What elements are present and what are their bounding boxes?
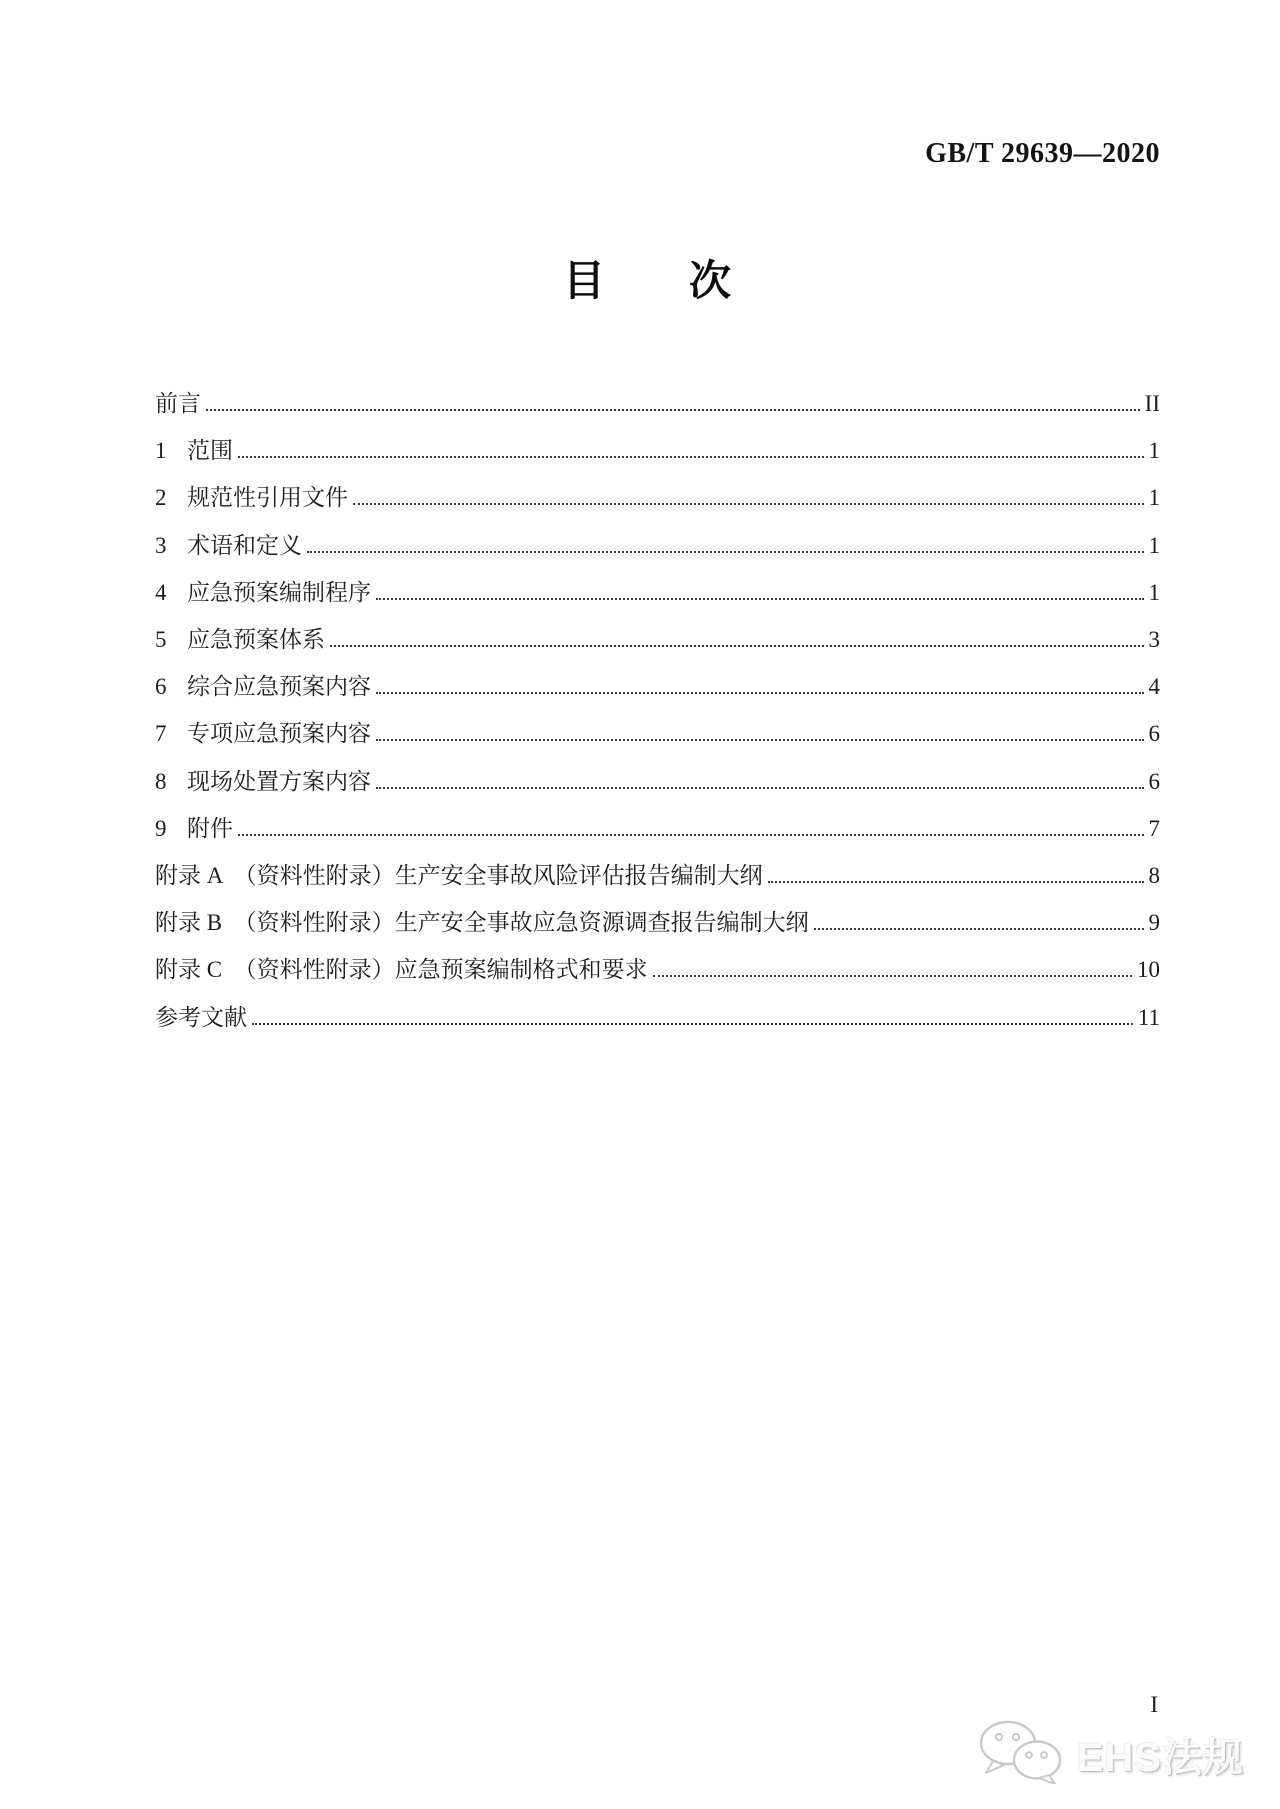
toc-item-label: 附录 B （资料性附录）生产安全事故应急资源调查报告编制大纲 <box>155 910 809 936</box>
toc-row <box>155 899 1160 946</box>
toc-row <box>155 946 1160 993</box>
toc-item-number: 2 <box>155 485 167 511</box>
toc-item-label: 附录 C （资料性附录）应急预案编制格式和要求 <box>155 957 648 983</box>
toc-page-number: 3 <box>1148 627 1160 653</box>
toc-item-label: 综合应急预案内容 <box>187 674 371 700</box>
toc-leader-dots <box>376 692 1144 694</box>
toc-item-number: 6 <box>155 674 167 700</box>
toc-item-number: 4 <box>155 579 167 605</box>
toc-item-label: 参考文献 <box>155 1004 247 1030</box>
toc-leader-dots <box>330 645 1144 647</box>
toc-leader-dots <box>252 1023 1133 1025</box>
toc-page-number: 10 <box>1137 957 1160 983</box>
toc-item-number: 3 <box>155 532 167 558</box>
toc-leader-dots <box>376 787 1144 789</box>
toc-page-number: 6 <box>1148 721 1160 747</box>
toc-leader-dots <box>376 739 1144 741</box>
toc-item-label: 附录 A （资料性附录）生产安全事故风险评估报告编制大纲 <box>155 863 763 889</box>
toc-leader-dots <box>206 409 1140 411</box>
toc-item-label: 应急预案体系 <box>187 627 325 653</box>
toc-item-label: 规范性引用文件 <box>187 485 348 511</box>
wechat-bubbles-icon <box>977 1720 1069 1789</box>
toc-row <box>155 710 1160 757</box>
toc-row <box>155 994 1160 1041</box>
toc-item-label: 应急预案编制程序 <box>187 579 371 605</box>
toc-item-label: 专项应急预案内容 <box>187 721 371 747</box>
toc-leader-dots <box>768 881 1144 883</box>
toc-item-label: 范围 <box>187 438 233 464</box>
toc-leader-dots <box>653 975 1132 977</box>
toc-row <box>155 380 1160 427</box>
toc-page-number: 11 <box>1137 1004 1160 1030</box>
toc-leader-dots <box>238 456 1144 458</box>
standard-number-header: GB/T 29639—2020 <box>925 138 1160 169</box>
toc-page-number: 9 <box>1148 910 1160 936</box>
toc-row <box>155 758 1160 805</box>
toc-leader-dots <box>353 503 1144 505</box>
toc-leader-dots <box>307 551 1144 553</box>
toc-item-label: 附件 <box>187 815 233 841</box>
toc-row <box>155 522 1160 569</box>
toc-item-number: 1 <box>155 438 167 464</box>
toc-page-number: 1 <box>1148 532 1160 558</box>
toc-page-number: II <box>1144 391 1160 416</box>
toc-row <box>155 805 1160 852</box>
toc-row <box>155 663 1160 710</box>
toc-item-label: 术语和定义 <box>187 532 302 558</box>
toc-row <box>155 569 1160 616</box>
toc-row <box>155 852 1160 899</box>
toc-item-number: 7 <box>155 721 167 747</box>
footer-page-number: I <box>1150 1692 1158 1717</box>
page-title: 目 次 <box>562 257 731 304</box>
watermark <box>977 1720 1244 1789</box>
toc-item-label: 现场处置方案内容 <box>187 768 371 794</box>
toc-item-number: 5 <box>155 627 167 653</box>
toc-page-number: 6 <box>1148 768 1160 794</box>
toc-row <box>155 616 1160 663</box>
watermark-text: EHS法规 <box>1076 1736 1244 1780</box>
toc-page-number: 1 <box>1148 485 1160 511</box>
toc-row <box>155 474 1160 521</box>
table-of-contents <box>155 380 1160 1041</box>
toc-item-number: 8 <box>155 768 167 794</box>
toc-page-number: 1 <box>1148 438 1160 464</box>
toc-item-label: 前言 <box>155 391 201 416</box>
toc-leader-dots <box>814 928 1144 930</box>
toc-page-number: 4 <box>1148 674 1160 700</box>
toc-leader-dots <box>376 598 1144 600</box>
toc-page-number: 7 <box>1148 815 1160 841</box>
toc-page-number: 8 <box>1148 863 1160 889</box>
toc-item-number: 9 <box>155 815 167 841</box>
toc-row <box>155 427 1160 474</box>
toc-page-number: 1 <box>1148 579 1160 605</box>
toc-leader-dots <box>238 834 1144 836</box>
